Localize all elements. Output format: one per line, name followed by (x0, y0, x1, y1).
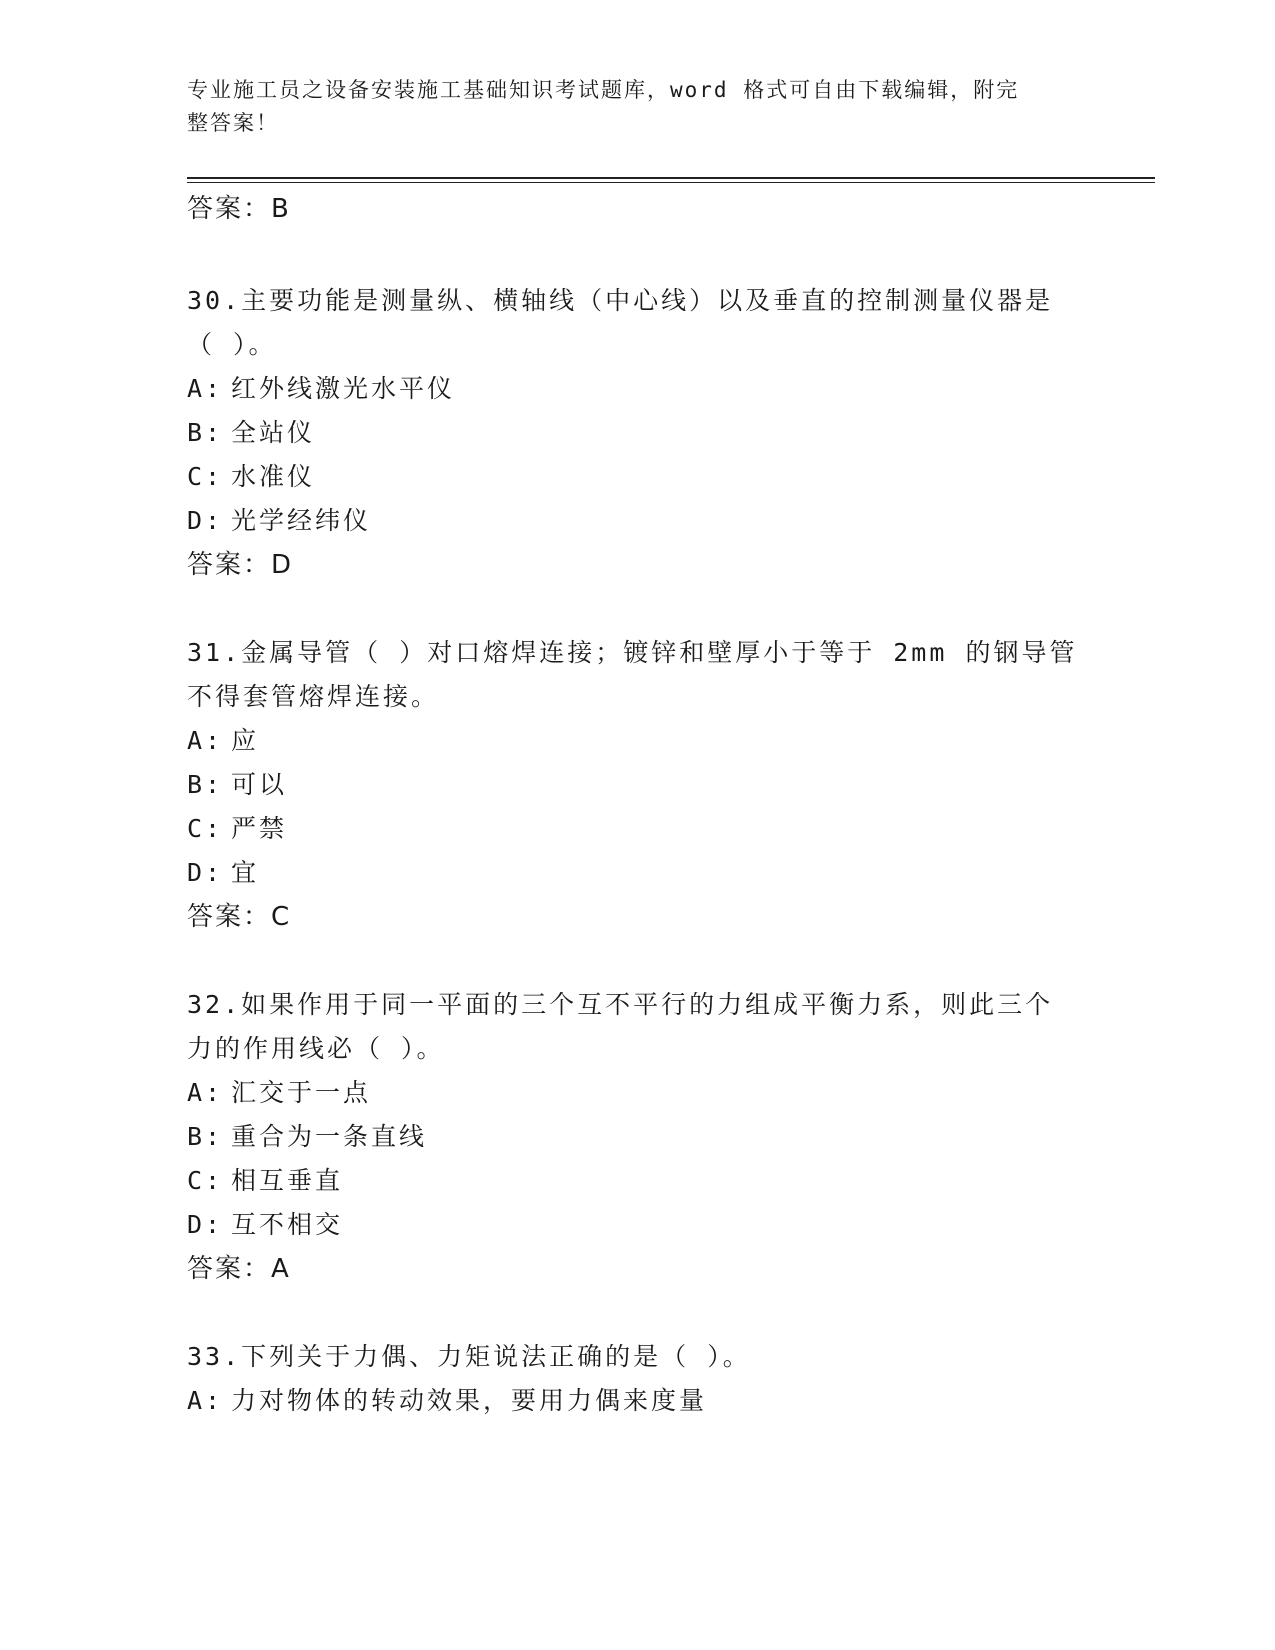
question-30-option-d (187, 504, 371, 538)
header-rule-thin (187, 182, 1155, 183)
option-key: C: (187, 814, 224, 843)
option-text: 全站仪 (231, 418, 316, 447)
option-key: D: (187, 1210, 224, 1239)
option-key: D: (187, 858, 224, 887)
option-key: A: (187, 374, 224, 403)
question-32-stem-line-1: 32.如果作用于同一平面的三个互不平行的力组成平衡力系，则此三个 (187, 990, 1054, 1019)
question-33-option-a (187, 1384, 707, 1418)
option-text: 光学经纬仪 (231, 506, 372, 535)
previous-answer: 答案：B (187, 194, 291, 224)
option-text: 相互垂直 (231, 1166, 344, 1195)
option-key: C: (187, 1166, 224, 1195)
question-32-option-b (187, 1120, 427, 1154)
option-text: 水准仪 (231, 462, 316, 491)
option-text: 红外线激光水平仪 (231, 374, 456, 403)
question-32-option-a (187, 1076, 371, 1110)
question-32-option-d (187, 1208, 343, 1242)
option-text: 可以 (231, 770, 288, 799)
question-31-option-a (187, 724, 259, 758)
option-text: 汇交于一点 (231, 1078, 372, 1107)
option-text: 互不相交 (231, 1210, 344, 1239)
question-31-stem-line-2: 不得套管熔焊连接。 (187, 682, 440, 711)
option-text: 力对物体的转动效果，要用力偶来度量 (231, 1386, 708, 1415)
header-rule-thick (187, 177, 1155, 179)
question-31-option-c (187, 812, 287, 846)
header-line-1: 专业施工员之设备安装施工基础知识考试题库，word 格式可自由下载编辑，附完 (187, 78, 1020, 102)
question-31-answer: 答案：C (187, 902, 292, 932)
option-key: D: (187, 506, 224, 535)
question-31-option-b (187, 768, 287, 802)
option-key: A: (187, 726, 224, 755)
option-text: 严禁 (231, 814, 288, 843)
document-header (187, 74, 1067, 140)
option-key: C: (187, 462, 224, 491)
question-30-option-b (187, 416, 315, 450)
question-32-stem-line-2: 力的作用线必（ ）。 (187, 1034, 445, 1063)
question-33-stem-line-1: 33.下列关于力偶、力矩说法正确的是（ ）。 (187, 1342, 751, 1371)
option-key: A: (187, 1078, 224, 1107)
option-key: B: (187, 1122, 224, 1151)
option-text: 重合为一条直线 (231, 1122, 428, 1151)
question-30-answer: 答案：D (187, 550, 294, 580)
option-text: 宜 (231, 858, 260, 887)
option-key: B: (187, 770, 224, 799)
question-30-option-a (187, 372, 455, 406)
question-30-stem-line-1: 30.主要功能是测量纵、横轴线（中心线）以及垂直的控制测量仪器是 (187, 286, 1054, 315)
option-key: A: (187, 1386, 224, 1415)
header-line-2: 整答案！ (187, 111, 279, 135)
option-key: B: (187, 418, 224, 447)
question-32-option-c (187, 1164, 343, 1198)
option-text: 应 (231, 726, 260, 755)
question-31-stem-line-1: 31.金属导管（ ）对口熔焊连接；镀锌和壁厚小于等于 2mm 的钢导管 (187, 638, 1078, 667)
question-30-stem-line-2: （ ）。 (187, 330, 277, 359)
question-31-option-d (187, 856, 259, 890)
question-32-answer: 答案：A (187, 1254, 291, 1284)
question-30-option-c (187, 460, 315, 494)
